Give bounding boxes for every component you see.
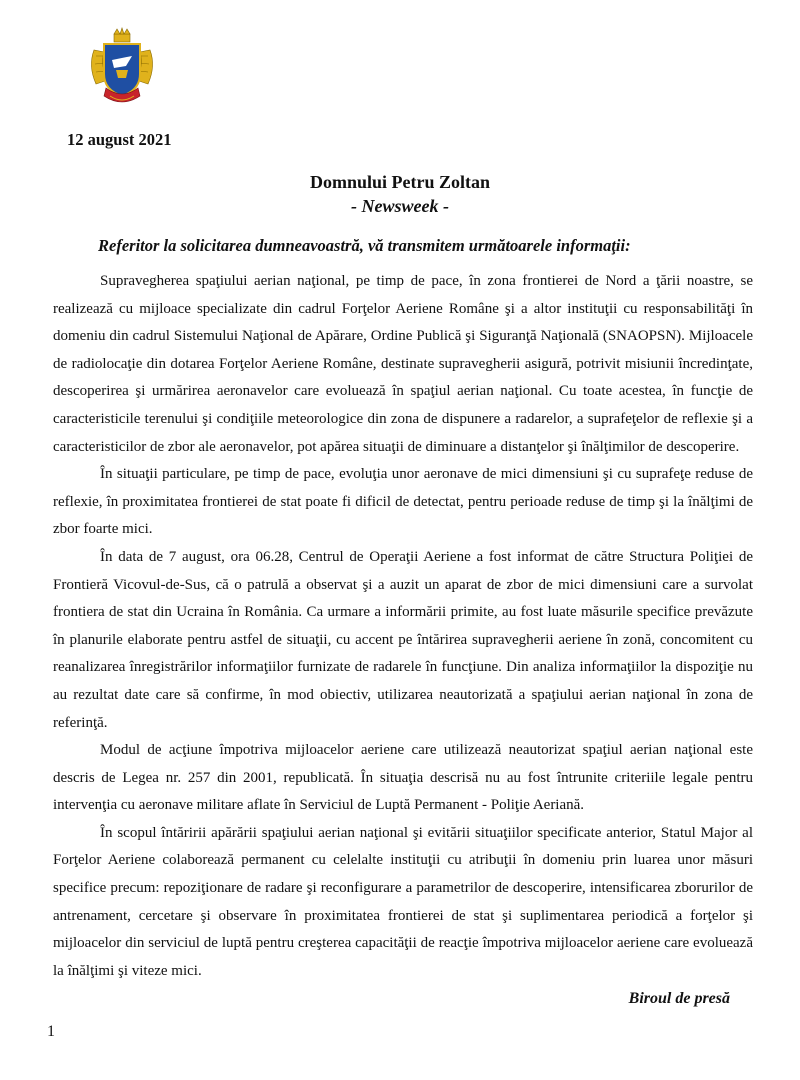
- body-paragraph: În scopul întăririi apărării spaţiului aerian naţional şi evitării situaţiilor specificate anterior, Statul Major al Forţelor Aeriene colaborează permanent cu celelalte instituţii cu atribuţii în domeniu prin luarea unor măsuri specifice precum: repoziţionare de radare şi reconfigurare a parametrilor de descoperire, intensificarea zborurilor de antrenament, cercetare şi observare în proximitatea frontierei de stat şi suplimentarea periodică a forţelor şi mijloacelor din serviciul de luptă pentru creşterea capacităţii de reacţie împotriva mijloacelor aeriene care evoluează la înălţimi şi viteze mici.: [53, 824, 753, 979]
- addressee-block: [0, 170, 800, 218]
- body-paragraph: Supravegherea spaţiului aerian naţional, pe timp de pace, în zona frontierei de Nord a ţării noastre, se realizează cu mijloace specializate din cadrul Forţelor Aeriene Române şi a altor instituţii cu responsabilităţi în domeniu din cadrul Sistemului Naţional de Apărare, Ordine Publică şi Siguranţă Naţională (SNAOPSN). Mijloacele de radiolocaţie din dotarea Forţelor Aeriene Române, destinate supravegherii asigură, potrivit misiunii încredinţate, descoperirea şi urmărirea aeronavelor care evoluează în spaţiul aerian naţional. Cu toate acestea, în funcţie de caracteristicile terenului şi condiţiile meteorologice din zona de dispunere a radarelor, a suprafeţelor de reflexie şi a caracteristicilor de zbor ale aeronavelor, pot apărea situaţii de diminuare a distanţelor şi înălţimilor de descoperire.: [53, 273, 753, 455]
- body-paragraph: În situaţii particulare, pe timp de pace, evoluţia unor aeronave de mici dimensiuni şi cu suprafeţe reduse de reflexie, în proximitatea frontierei de stat poate fi dificil de detectat, pentru perioade reduse de timp şi la înălţimi de zbor foarte mici.: [53, 466, 753, 538]
- letter-body: [53, 268, 753, 985]
- page-number: 1: [47, 1023, 55, 1040]
- body-paragraph: Modul de acţiune împotriva mijloacelor aeriene care utilizează neautorizat spaţiul aerian naţional este descris de Legea nr. 257 din 2001, republicată. În situaţia descrisă nu au fost întrunite criteriile legale pentru intervenţia cu aeronave militare aflate în Serviciul de Luptă Permanent - Poliţie Aeriană.: [53, 742, 753, 814]
- body-paragraph: În data de 7 august, ora 06.28, Centrul de Operaţii Aeriene a fost informat de către Structura Poliţiei de Frontieră Vicovul-de-Sus, că o patrulă a observat şi a auzit un aparat de zbor de mici dimensiuni care a survolat frontiera de stat din Ucraina în România. Ca urmare a informării primite, au fost luate măsurile specifice prevăzute în planurile elaborate pentru astfel de situaţii, cu accent pe întărirea supravegherii aeriene în zonă, concomitent cu reanalizarea înregistrărilor informaţiilor furnizate de radarele în funcţiune. Din analiza informaţiilor la dispoziţie nu au rezultat date care să confirme, în mod obiectiv, utilizarea neautorizată a spaţiului aerian naţional în zona de referinţă.: [53, 548, 753, 731]
- intro-line: Referitor la solicitarea dumneavoastră, vă transmitem următoarele informaţii:: [98, 236, 631, 255]
- document-date: 12 august 2021: [67, 130, 172, 149]
- addressee-outlet: - Newsweek -: [351, 196, 449, 216]
- addressee-name: Domnului Petru Zoltan: [309, 172, 491, 192]
- signature: Biroul de presă: [628, 990, 730, 1007]
- romanian-air-force-crest-icon: [86, 26, 158, 112]
